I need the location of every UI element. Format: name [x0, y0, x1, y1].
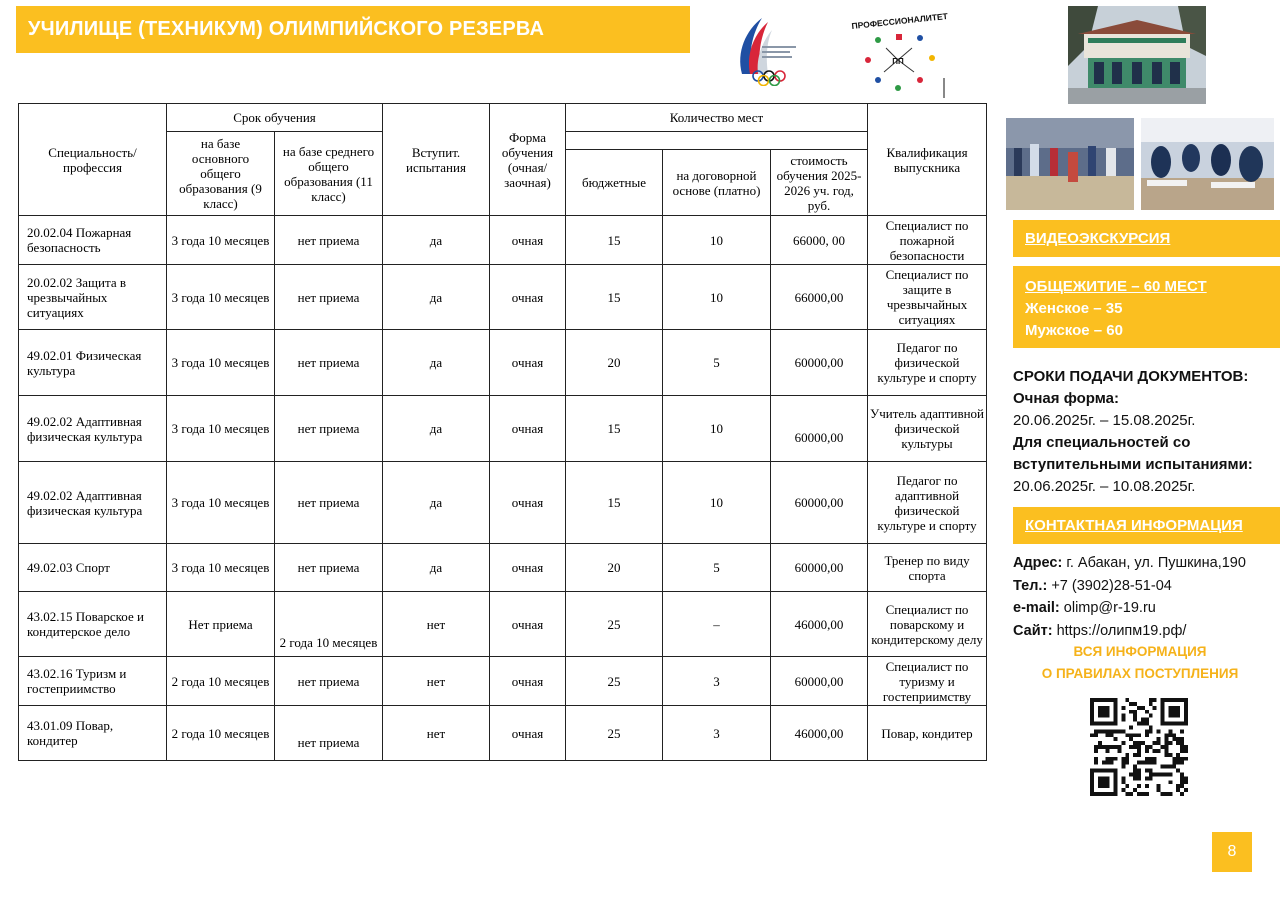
cell-cost: 60000,00: [771, 657, 868, 706]
email-line: [1013, 597, 1280, 620]
cell-base11: нет приема: [275, 657, 383, 706]
cell-specialty: 49.02.01 Физическая культура: [19, 330, 167, 396]
dormitory-male: Мужское – 60: [1025, 322, 1123, 339]
cell-qualification: Учитель адаптивной физической культуры: [868, 396, 987, 462]
cell-contract: –: [663, 592, 771, 657]
site-label: Сайт:: [1013, 622, 1053, 639]
cell-cost: 60000,00: [771, 330, 868, 396]
cell-contract: 10: [663, 462, 771, 544]
cell-exams: нет: [383, 706, 490, 761]
email-value[interactable]: olimp@r-19.ru: [1063, 600, 1156, 616]
admission-rules-line1: ВСЯ ИНФОРМАЦИЯ: [1073, 644, 1207, 659]
site-line: [1013, 620, 1280, 643]
college-building-photo: [1068, 6, 1206, 104]
cell-cost: 66000,00: [771, 265, 868, 330]
cell-contract: 5: [663, 544, 771, 592]
cell-form: очная: [490, 657, 566, 706]
contact-info-label: КОНТАКТНАЯ ИНФОРМАЦИЯ: [1025, 517, 1243, 534]
cell-qualification: Педагог по физической культуре и спорту: [868, 330, 987, 396]
title-banner: [16, 6, 690, 53]
cell-base9: 3 года 10 месяцев: [167, 396, 275, 462]
cell-qualification: Педагог по адаптивной физической культуре и спорту: [868, 462, 987, 544]
cell-exams: да: [383, 396, 490, 462]
cell-base11: нет приема: [275, 544, 383, 592]
cell-base11: 2 года 10 месяцев: [275, 592, 383, 657]
cell-exams: нет: [383, 592, 490, 657]
cell-specialty: 20.02.04 Пожарная безопасность: [19, 216, 167, 265]
sports-hall-photo: [1006, 118, 1134, 210]
table-row: [19, 657, 987, 706]
cell-contract: 10: [663, 216, 771, 265]
cell-qualification: Специалист по пожарной безопасности: [868, 216, 987, 265]
cell-form: очная: [490, 706, 566, 761]
cell-specialty: 43.02.16 Туризм и гостеприимство: [19, 657, 167, 706]
cell-form: очная: [490, 265, 566, 330]
fulltime-label: Очная форма:: [1013, 390, 1119, 407]
header-study-form: Форма обучения (очная/ заочная): [490, 104, 566, 216]
svg-text:ПП: ПП: [892, 57, 904, 66]
header-study-period: Срок обучения: [167, 104, 383, 132]
specialties-table: [18, 103, 987, 761]
cell-form: очная: [490, 330, 566, 396]
dormitory-box: [1013, 266, 1280, 348]
contact-info-link[interactable]: [1013, 507, 1280, 544]
cell-qualification: Повар, кондитер: [868, 706, 987, 761]
cell-qualification: Тренер по виду спорта: [868, 544, 987, 592]
header-qualification: Квалификация выпускника: [868, 104, 987, 216]
cell-cost: 46000,00: [771, 592, 868, 657]
cell-budget: 20: [566, 544, 663, 592]
contact-details: [1013, 552, 1280, 642]
svg-text:ПРОФЕССИОНАЛИТЕТ: ПРОФЕССИОНАЛИТЕТ: [851, 10, 948, 32]
cell-cost: 60000,00: [771, 462, 868, 544]
phone-label: Тел.:: [1013, 577, 1048, 594]
header-entrance-exams: Вступит. испытания: [383, 104, 490, 216]
cell-contract: 5: [663, 330, 771, 396]
admission-rules-line2: О ПРАВИЛАХ ПОСТУПЛЕНИЯ: [1041, 666, 1239, 681]
dormitory-title[interactable]: ОБЩЕЖИТИЕ – 60 МЕСТ: [1025, 278, 1207, 295]
table-row: [19, 462, 987, 544]
cell-exams: да: [383, 462, 490, 544]
page-number: 8: [1212, 832, 1252, 872]
address-value: г. Абакан, ул. Пушкина,190: [1066, 555, 1246, 571]
cell-contract: 10: [663, 396, 771, 462]
cell-base9: 3 года 10 месяцев: [167, 216, 275, 265]
email-label: e-mail:: [1013, 600, 1060, 616]
cell-base9: 2 года 10 месяцев: [167, 706, 275, 761]
exams-label: Для специальностей со вступительными испытаниями:: [1013, 434, 1253, 473]
cell-budget: 15: [566, 462, 663, 544]
cell-form: очная: [490, 544, 566, 592]
table-row: [19, 330, 987, 396]
exams-dates: 20.06.2025г. – 10.08.2025г.: [1013, 478, 1196, 495]
cell-exams: да: [383, 265, 490, 330]
table-row: [19, 592, 987, 657]
site-link[interactable]: https://олипм19.рф/: [1056, 622, 1187, 639]
cell-base11: нет приема: [275, 265, 383, 330]
cell-form: очная: [490, 462, 566, 544]
cell-budget: 20: [566, 330, 663, 396]
cell-base9: 3 года 10 месяцев: [167, 330, 275, 396]
page-title: УЧИЛИЩЕ (ТЕХНИКУМ) ОЛИМПИЙСКОГО РЕЗЕРВА: [28, 18, 545, 40]
classroom-photo: [1141, 118, 1274, 210]
table-row: [19, 396, 987, 462]
cell-form: очная: [490, 592, 566, 657]
cell-specialty: 43.01.09 Повар, кондитер: [19, 706, 167, 761]
cell-budget: 15: [566, 216, 663, 265]
cell-base11: нет приема: [275, 216, 383, 265]
address-label: Адрес:: [1013, 555, 1063, 571]
header-base-secondary: на базе среднего общего образования (11 класс): [275, 132, 383, 216]
cell-base9: Нет приема: [167, 592, 275, 657]
cell-exams: да: [383, 216, 490, 265]
table-row: [19, 706, 987, 761]
table-row: [19, 544, 987, 592]
deadlines-section: [1013, 366, 1280, 498]
cell-budget: 15: [566, 265, 663, 330]
cell-base9: 3 года 10 месяцев: [167, 462, 275, 544]
header-contract: на договорной основе (платно): [663, 150, 771, 216]
deadlines-title: СРОКИ ПОДАЧИ ДОКУМЕНТОВ:: [1013, 368, 1249, 385]
cell-base11: нет приема: [275, 396, 383, 462]
professionalitet-logo: [848, 8, 948, 100]
cell-base9: 3 года 10 месяцев: [167, 265, 275, 330]
header-budget: бюджетные: [566, 150, 663, 216]
cell-cost: 60000,00: [771, 396, 868, 462]
header-base-basic: на базе основного общего образования (9 класс): [167, 132, 275, 216]
cell-contract: 3: [663, 706, 771, 761]
video-tour-label: ВИДЕОЭКСКУРСИЯ: [1025, 230, 1171, 247]
cell-contract: 3: [663, 657, 771, 706]
table-row: [19, 265, 987, 330]
cell-base9: 2 года 10 месяцев: [167, 657, 275, 706]
cell-budget: 25: [566, 592, 663, 657]
header-cost: стоимость обучения 2025-2026 уч. год, руб.: [771, 150, 868, 216]
admission-rules-info[interactable]: [1013, 641, 1267, 685]
cell-qualification: Специалист по туризму и гостеприимству: [868, 657, 987, 706]
cell-form: очная: [490, 396, 566, 462]
cell-contract: 10: [663, 265, 771, 330]
cell-cost: 46000,00: [771, 706, 868, 761]
cell-base11: нет приема: [275, 706, 383, 761]
cell-specialty: 49.02.02 Адаптивная физическая культура: [19, 396, 167, 462]
cell-form: очная: [490, 216, 566, 265]
cell-specialty: 49.02.03 Спорт: [19, 544, 167, 592]
video-tour-link[interactable]: [1013, 220, 1280, 257]
cell-base9: 3 года 10 месяцев: [167, 544, 275, 592]
header-specialty: Специальность/ профессия: [19, 104, 167, 216]
fulltime-dates: 20.06.2025г. – 15.08.2025г.: [1013, 412, 1196, 429]
cell-specialty: 49.02.02 Адаптивная физическая культура: [19, 462, 167, 544]
address-line: [1013, 552, 1280, 575]
cell-qualification: Специалист по защите в чрезвычайных ситуациях: [868, 265, 987, 330]
cell-base11: нет приема: [275, 462, 383, 544]
cell-cost: 60000,00: [771, 544, 868, 592]
cell-specialty: 43.02.15 Поварское и кондитерское дело: [19, 592, 167, 657]
cell-qualification: Специалист по поварскому и кондитерскому делу: [868, 592, 987, 657]
header-places: Количество мест: [566, 104, 868, 132]
cell-budget: 15: [566, 396, 663, 462]
cell-exams: нет: [383, 657, 490, 706]
cell-exams: да: [383, 330, 490, 396]
phone-line: [1013, 575, 1280, 598]
phone-value: +7 (3902)28-51-04: [1051, 577, 1172, 594]
table-row: [19, 216, 987, 265]
cell-budget: 25: [566, 706, 663, 761]
olympic-reserve-logo: [728, 12, 800, 86]
cell-specialty: 20.02.02 Защита в чрезвычайных ситуациях: [19, 265, 167, 330]
cell-budget: 25: [566, 657, 663, 706]
cell-base11: нет приема: [275, 330, 383, 396]
qr-code-icon: [1090, 698, 1188, 796]
cell-exams: да: [383, 544, 490, 592]
dormitory-female: Женское – 35: [1025, 300, 1123, 317]
cell-cost: 66000, 00: [771, 216, 868, 265]
